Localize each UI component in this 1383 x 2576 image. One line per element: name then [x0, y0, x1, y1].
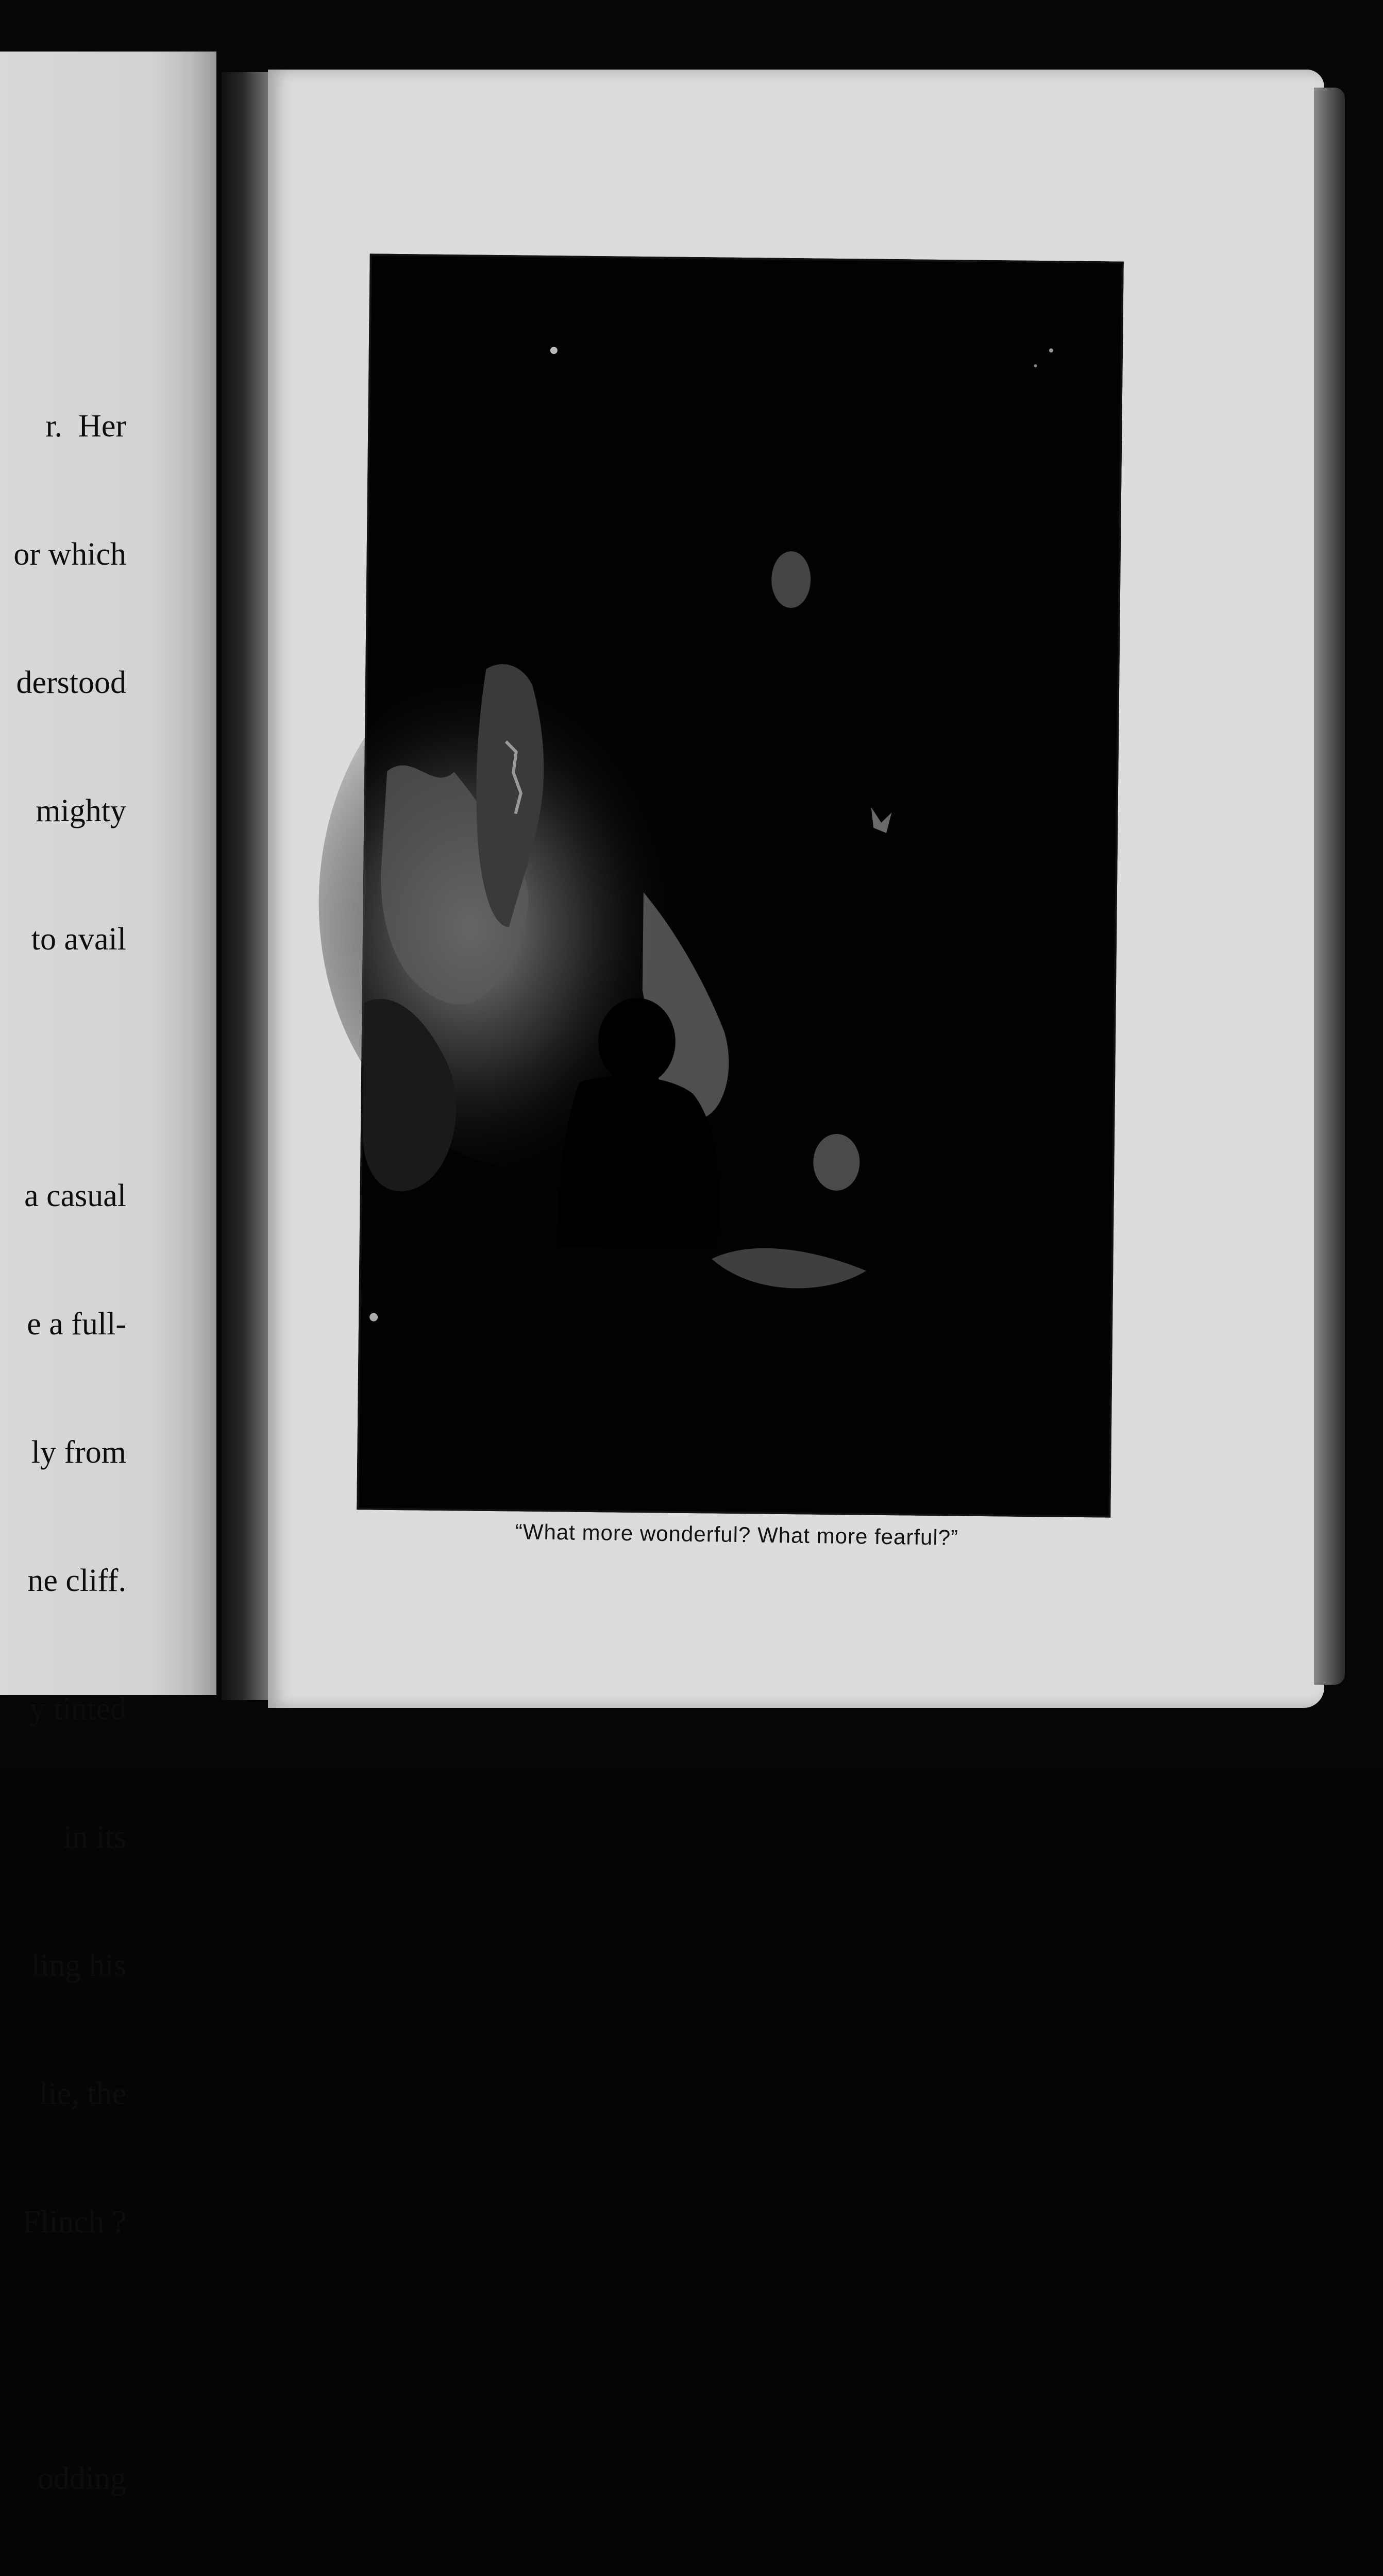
text-line: mighty — [36, 793, 126, 828]
text-line: ly from — [31, 1435, 126, 1470]
text-line: Flinch ? — [22, 2205, 126, 2240]
text-line: ne cliff. — [27, 1563, 126, 1598]
text-line: y tinted — [29, 1691, 126, 1726]
illustration-caption: “What more wonderful? What more fearful?” — [515, 1519, 959, 1550]
text-line: r. Her — [45, 409, 126, 444]
text-line: a casual — [24, 1178, 126, 1213]
illustration-plate — [357, 253, 1123, 1517]
seated-figure-body — [558, 1075, 721, 1248]
text-line: e a full- — [27, 1307, 126, 1342]
text-line: or which — [13, 537, 126, 572]
page-edge — [1314, 88, 1345, 1685]
text-line: lie, the — [39, 2076, 126, 2111]
text-line: to avail — [31, 922, 126, 957]
text-line: in its — [63, 1820, 126, 1855]
left-page — [0, 52, 216, 2496]
text-line: ling his — [31, 1948, 126, 1983]
paragraph-gap — [0, 1046, 126, 1089]
campfire-illustration — [359, 256, 1121, 1515]
text-line: derstood — [16, 665, 126, 700]
paragraph-gap — [0, 2329, 126, 2372]
text-line: odding — [37, 2461, 126, 2496]
left-page-text — [0, 319, 126, 2576]
